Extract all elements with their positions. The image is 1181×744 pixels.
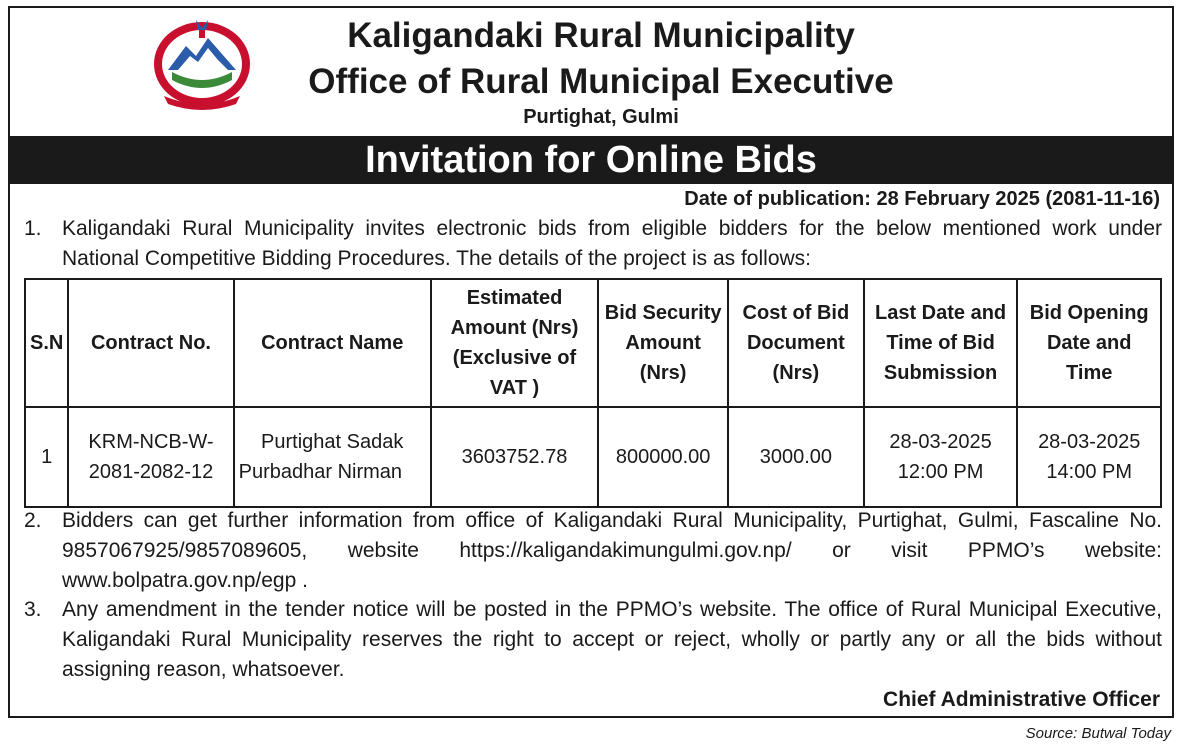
header-bid-document-cost: Cost of Bid Document (Nrs) (728, 279, 864, 407)
header-sn: S.N (25, 279, 68, 407)
signatory-title: Chief Administrative Officer (883, 688, 1160, 711)
source-credit: Source: Butwal Today (1025, 725, 1171, 742)
paragraph-text: Kaligandaki Rural Municipality invites electronic bids from eligible bidders for the below mentioned work under National Competitive Bidding Procedures. The details of the project is as follows: (62, 217, 1162, 270)
office-address: Purtighat, Gulmi (523, 106, 679, 128)
cell-bid-document-cost: 3000.00 (728, 407, 864, 507)
table-row (25, 407, 1161, 507)
table-header-row (25, 279, 1161, 407)
office-name: Office of Rural Municipal Executive (308, 62, 894, 101)
paragraph-2 (24, 506, 1162, 596)
header-submission-deadline: Last Date and Time of Bid Submission (864, 279, 1018, 407)
paragraph-number: 3. (24, 598, 42, 621)
paragraph-number: 1. (24, 217, 42, 240)
header-estimated-amount: Estimated Amount (Nrs) (Exclusive of VAT ) (431, 279, 599, 407)
cell-contract-name: Purtighat Sadak Purbadhar Nirman (234, 407, 431, 507)
cell-contract-no: KRM-NCB-W-2081-2082-12 (68, 407, 233, 507)
paragraph-text: Bidders can get further information from office of Kaligandaki Rural Municipality, Purtighat, Gulmi, Fascaline No. 9857067925/9857089605, website https://kaligandakimungulmi.gov.np/ or visit PPMO’s website: www.bolpatra.gov.np/egp . (62, 509, 1162, 592)
header-contract-name: Contract Name (234, 279, 431, 407)
notice-header (10, 8, 1172, 136)
cell-sn: 1 (25, 407, 68, 507)
header-bid-security: Bid Security Amount (Nrs) (598, 279, 728, 407)
paragraph-text: Any amendment in the tender notice will be posted in the PPMO’s website. The office of Rural Municipal Executive, Kaligandaki Rural Municipality reserves the right to accept or reject, wholly or partly any or all the bids without assigning reason, whatsoever. (62, 598, 1162, 681)
paragraph-1 (24, 214, 1162, 274)
notice-frame (8, 6, 1174, 718)
cell-bid-security: 800000.00 (598, 407, 728, 507)
municipality-name: Kaligandaki Rural Municipality (347, 16, 855, 55)
header-bid-opening: Bid Opening Date and Time (1017, 279, 1161, 407)
cell-submission-deadline: 28-03-2025 12:00 PM (864, 407, 1018, 507)
notice-title: Invitation for Online Bids (10, 136, 1172, 184)
bid-details-table (24, 278, 1162, 508)
paragraph-number: 2. (24, 509, 42, 532)
paragraph-3 (24, 595, 1162, 685)
cell-bid-opening: 28-03-2025 14:00 PM (1017, 407, 1161, 507)
header-contract-no: Contract No. (68, 279, 233, 407)
publication-date: Date of publication: 28 February 2025 (2081-11-16) (684, 188, 1160, 210)
cell-estimated-amount: 3603752.78 (431, 407, 599, 507)
